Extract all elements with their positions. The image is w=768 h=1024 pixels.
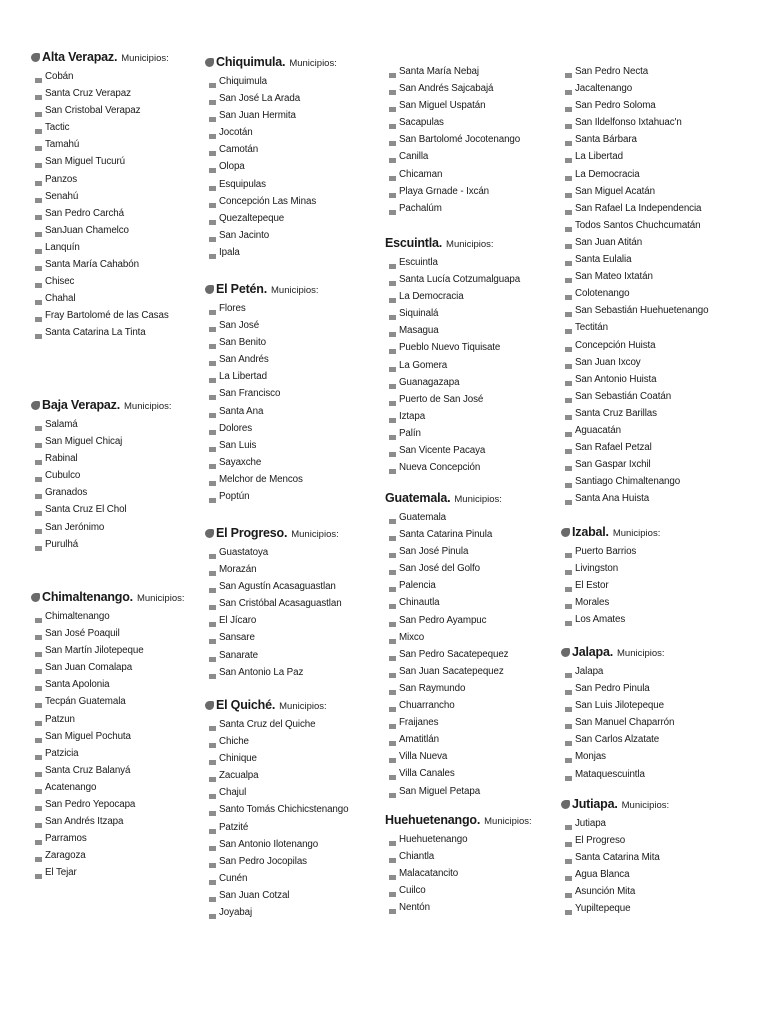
municipality-item: Concepción Las Minas: [205, 193, 337, 210]
municipios-label: Municipios:: [454, 494, 502, 505]
municipality-item: San Miguel Pochuta: [31, 728, 185, 745]
municipality-item: Esquipulas: [205, 176, 337, 193]
municipios-label: Municipios:: [621, 800, 670, 811]
municipality-item: Chiantla: [385, 848, 532, 865]
bullet-icon: [561, 800, 570, 809]
municipality-list: [561, 815, 669, 918]
department-section-chiquimula: [205, 55, 337, 261]
municipality-item: San Andrés Itzapa: [31, 813, 185, 830]
municipality-item: San Juan Atitán: [561, 234, 708, 251]
municipality-item: San Gaspar Ixchil: [561, 456, 708, 473]
municipality-item: Santa Cruz Balanyá: [31, 762, 185, 779]
municipality-item: San Rafael Petzal: [561, 439, 708, 456]
municipality-item: Patzité: [205, 819, 348, 836]
department-name: Chiquimula.: [216, 55, 286, 69]
municipality-list: [561, 663, 674, 783]
bullet-icon: [31, 401, 40, 410]
municipality-item: La Libertad: [561, 148, 708, 165]
municipality-item: Santa Cruz El Chol: [31, 501, 172, 518]
municipality-item: San Juan Ixcoy: [561, 354, 708, 371]
municipality-item: Rabinal: [31, 450, 172, 467]
municipality-item: Chajul: [205, 784, 348, 801]
department-header: [385, 236, 520, 254]
department-name: Alta Verapaz.: [42, 50, 118, 64]
department-section-el-progreso: [205, 526, 342, 681]
department-header: [385, 813, 532, 831]
municipality-item: Villa Canales: [385, 765, 508, 782]
municipios-label: Municipios:: [136, 593, 185, 604]
municipality-item: La Libertad: [205, 368, 319, 385]
municipality-item: Panzos: [31, 171, 169, 188]
municipality-item: San Sebastián Huehuetenango: [561, 302, 708, 319]
municipality-item: Nueva Concepción: [385, 459, 520, 476]
municipality-item: Santa Lucía Cotzumalguapa: [385, 271, 520, 288]
municipality-item: Amatitlán: [385, 731, 508, 748]
department-name: El Quiché.: [216, 698, 276, 712]
municipality-item: San Raymundo: [385, 680, 508, 697]
municipality-item: Sansare: [205, 629, 342, 646]
municipality-item: Santa Catarina La Tinta: [31, 324, 169, 341]
municipality-item: Salamá: [31, 416, 172, 433]
municipality-item: Santa María Cahabón: [31, 256, 169, 273]
department-header: [31, 398, 172, 416]
bullet-icon: [561, 648, 570, 657]
municipality-item: Olopa: [205, 158, 337, 175]
municipality-item: San Carlos Alzatate: [561, 731, 674, 748]
municipality-item: Sacapulas: [385, 114, 520, 131]
municipality-item: Morazán: [205, 561, 342, 578]
department-name: Baja Verapaz.: [42, 398, 121, 412]
municipality-item: Playa Grnade - Ixcán: [385, 183, 520, 200]
municipality-list: [205, 544, 342, 681]
bullet-icon: [205, 58, 214, 67]
municipality-item: Puerto de San José: [385, 391, 520, 408]
municipality-item: San Pedro Pinula: [561, 680, 674, 697]
municipality-item: Masagua: [385, 322, 520, 339]
municipios-label: Municipios:: [271, 285, 319, 296]
municipality-item: Chinique: [205, 750, 348, 767]
municipality-list: [561, 543, 660, 628]
municipality-item: San Vicente Pacaya: [385, 442, 520, 459]
municipality-item: Purulhá: [31, 536, 172, 553]
municipality-item: San Jacinto: [205, 227, 337, 244]
municipality-item: San Agustín Acasaguastlan: [205, 578, 342, 595]
bullet-icon: [31, 53, 40, 62]
municipality-item: Nentón: [385, 899, 532, 916]
municipality-item: Flores: [205, 300, 319, 317]
municipality-item: Patzicia: [31, 745, 185, 762]
department-name: Escuintla.: [385, 236, 443, 250]
municipios-label: Municipios:: [612, 528, 661, 539]
municipality-item: San José Poaquil: [31, 625, 185, 642]
municipality-item: Mixco: [385, 629, 508, 646]
municipality-item: Zaragoza: [31, 847, 185, 864]
municipality-item: Chahal: [31, 290, 169, 307]
department-section-guatemala: [385, 491, 508, 800]
municipality-item: San Juan Comalapa: [31, 659, 185, 676]
municipality-list: [31, 608, 185, 882]
department-header: [561, 525, 660, 543]
bullet-icon: [561, 528, 570, 537]
municipality-item: Tamahú: [31, 136, 169, 153]
bullet-icon: [205, 529, 214, 538]
department-section-huehuetenango: [385, 813, 532, 916]
municipality-item: El Estor: [561, 577, 660, 594]
department-section-el-quiche: [205, 698, 348, 921]
municipality-item: La Democracia: [561, 166, 708, 183]
municipality-item: San José del Golfo: [385, 560, 508, 577]
municipality-item: Santiago Chimaltenango: [561, 473, 708, 490]
municipality-item: San Pedro Necta: [561, 63, 708, 80]
municipality-item: San Juan Cotzal: [205, 887, 348, 904]
municipios-label: Municipios:: [279, 701, 327, 712]
municipality-item: Santa Catarina Mita: [561, 849, 669, 866]
municipality-item: Cuilco: [385, 882, 532, 899]
municipality-item: Iztapa: [385, 408, 520, 425]
municipios-label: Municipios:: [289, 58, 337, 69]
municipality-item: Sanarate: [205, 647, 342, 664]
municipality-item: San Pedro Carchá: [31, 205, 169, 222]
municipality-item: San Andrés: [205, 351, 319, 368]
department-header: [561, 797, 669, 815]
municipality-item: San José Pinula: [385, 543, 508, 560]
municipality-item: Santa Bárbara: [561, 131, 708, 148]
municipality-item: San Cristóbal Acasaguastlan: [205, 595, 342, 612]
municipality-item: Santa Cruz Verapaz: [31, 85, 169, 102]
department-header: [205, 282, 319, 300]
municipality-item: San Andrés Sajcabajá: [385, 80, 520, 97]
municipality-list: [385, 509, 508, 800]
municipality-list: [31, 68, 169, 342]
municipality-item: San Pedro Sacatepequez: [385, 646, 508, 663]
municipality-item: San Miguel Petapa: [385, 783, 508, 800]
municipios-label: Municipios:: [121, 53, 169, 64]
department-section-el-quiche-continued: [385, 63, 520, 217]
municipality-item: Cunén: [205, 870, 348, 887]
municipality-item: Todos Santos Chuchcumatán: [561, 217, 708, 234]
municipality-item: Santa Cruz del Quiche: [205, 716, 348, 733]
municipality-item: Asunción Mita: [561, 883, 669, 900]
municipality-item: San Mateo Ixtatán: [561, 268, 708, 285]
municipality-item: San Cristobal Verapaz: [31, 102, 169, 119]
municipality-item: Tactic: [31, 119, 169, 136]
municipality-item: Fray Bartolomé de las Casas: [31, 307, 169, 324]
municipality-item: Colotenango: [561, 285, 708, 302]
municipality-item: San Jerónimo: [31, 519, 172, 536]
municipality-item: Pueblo Nuevo Tiquisate: [385, 339, 520, 356]
municipality-item: Huehuetenango: [385, 831, 532, 848]
department-section-alta-verapaz: [31, 50, 169, 342]
municipality-item: Escuintla: [385, 254, 520, 271]
municipios-label: Municipios:: [124, 401, 172, 412]
municipality-item: Puerto Barrios: [561, 543, 660, 560]
department-name: Izabal.: [572, 525, 609, 539]
municipality-item: San José: [205, 317, 319, 334]
department-section-baja-verapaz: [31, 398, 172, 553]
municipality-item: San Manuel Chaparrón: [561, 714, 674, 731]
municipality-item: Chicaman: [385, 166, 520, 183]
department-name: Jalapa.: [572, 645, 613, 659]
municipality-item: SanJuan Chamelco: [31, 222, 169, 239]
municipality-item: Fraijanes: [385, 714, 508, 731]
municipality-item: Guastatoya: [205, 544, 342, 561]
municipality-item: Agua Blanca: [561, 866, 669, 883]
municipality-list: [385, 831, 532, 916]
municipality-item: San Miguel Acatán: [561, 183, 708, 200]
municipality-item: Concepción Huista: [561, 337, 708, 354]
department-name: El Petén.: [216, 282, 267, 296]
municipality-item: San Bartolomé Jocotenango: [385, 131, 520, 148]
department-header: [205, 526, 342, 544]
municipality-item: Santa Ana Huista: [561, 490, 708, 507]
municipality-item: Chiquimula: [205, 73, 337, 90]
department-header: [385, 491, 508, 509]
municipality-item: Joyabaj: [205, 904, 348, 921]
municipality-list: [205, 716, 348, 921]
municipality-item: San José La Arada: [205, 90, 337, 107]
municipios-label: Municipios:: [291, 529, 339, 540]
municipality-item: Chuarrancho: [385, 697, 508, 714]
municipality-item: Chiche: [205, 733, 348, 750]
municipality-item: Guatemala: [385, 509, 508, 526]
municipality-item: Senahú: [31, 188, 169, 205]
municipality-item: Tecpán Guatemala: [31, 693, 185, 710]
municipality-item: El Jícaro: [205, 612, 342, 629]
bullet-icon: [205, 701, 214, 710]
municipality-item: Chimaltenango: [31, 608, 185, 625]
department-name: Jutiapa.: [572, 797, 618, 811]
municipality-item: Jocotán: [205, 124, 337, 141]
municipality-item: San Luis Jilotepeque: [561, 697, 674, 714]
municipality-item: Yupiltepeque: [561, 900, 669, 917]
municipality-item: Santa Ana: [205, 403, 319, 420]
municipality-item: Monjas: [561, 748, 674, 765]
municipality-item: Tectitán: [561, 319, 708, 336]
municipality-item: Zacualpa: [205, 767, 348, 784]
municipality-item: Palín: [385, 425, 520, 442]
municipality-item: San Miguel Chicaj: [31, 433, 172, 450]
municipality-item: Poptún: [205, 488, 319, 505]
department-name: El Progreso.: [216, 526, 288, 540]
department-header: [205, 55, 337, 73]
municipality-item: Quezaltepeque: [205, 210, 337, 227]
municipality-item: San Sebastián Coatán: [561, 388, 708, 405]
municipality-list: [561, 63, 708, 507]
bullet-icon: [31, 593, 40, 602]
municipality-item: Ipala: [205, 244, 337, 261]
municipality-item: Sayaxche: [205, 454, 319, 471]
municipality-item: Granados: [31, 484, 172, 501]
municipality-item: Pachalúm: [385, 200, 520, 217]
municipality-item: San Pedro Jocopilas: [205, 853, 348, 870]
municipality-item: Villa Nueva: [385, 748, 508, 765]
municipality-item: Santa Catarina Pinula: [385, 526, 508, 543]
department-section-jalapa: [561, 645, 674, 783]
municipality-item: San Rafael La Independencia: [561, 200, 708, 217]
department-section-chimaltenango: [31, 590, 185, 882]
municipality-item: Camotán: [205, 141, 337, 158]
municipios-label: Municipios:: [484, 816, 532, 827]
municipality-item: San Pedro Yepocapa: [31, 796, 185, 813]
municipality-list: [385, 254, 520, 476]
municipality-item: La Gomera: [385, 357, 520, 374]
municipality-item: Santa María Nebaj: [385, 63, 520, 80]
municipality-item: La Democracia: [385, 288, 520, 305]
municipality-list: [31, 416, 172, 553]
municipality-item: Jacaltenango: [561, 80, 708, 97]
municipality-item: Aguacatán: [561, 422, 708, 439]
municipality-item: San Benito: [205, 334, 319, 351]
bullet-icon: [205, 285, 214, 294]
municipality-item: Cubulco: [31, 467, 172, 484]
department-section-escuintla: [385, 236, 520, 476]
municipality-item: Santa Cruz Barillas: [561, 405, 708, 422]
department-section-huehuetenango-continued: [561, 63, 708, 507]
municipality-item: Patzun: [31, 711, 185, 728]
municipality-item: Santa Apolonia: [31, 676, 185, 693]
department-name: Huehuetenango.: [385, 813, 481, 827]
municipios-label: Municipios:: [446, 239, 494, 250]
department-header: [31, 50, 169, 68]
municipality-item: Palencia: [385, 577, 508, 594]
municipality-item: Chinautla: [385, 594, 508, 611]
municipality-item: El Tejar: [31, 864, 185, 881]
department-section-izabal: [561, 525, 660, 628]
municipality-list: [385, 63, 520, 217]
municipality-item: Jutiapa: [561, 815, 669, 832]
department-name: Chimaltenango.: [42, 590, 133, 604]
municipality-item: San Antonio Huista: [561, 371, 708, 388]
municipality-item: San Francisco: [205, 385, 319, 402]
department-header: [205, 698, 348, 716]
municipality-item: San Pedro Ayampuc: [385, 612, 508, 629]
municipality-item: Lanquín: [31, 239, 169, 256]
municipality-item: Melchor de Mencos: [205, 471, 319, 488]
municipality-item: Parramos: [31, 830, 185, 847]
municipality-item: San Juan Hermita: [205, 107, 337, 124]
municipality-list: [205, 73, 337, 261]
municipality-item: Dolores: [205, 420, 319, 437]
municipality-item: San Pedro Soloma: [561, 97, 708, 114]
municipality-item: San Miguel Uspatán: [385, 97, 520, 114]
municipality-item: Canilla: [385, 148, 520, 165]
department-section-el-peten: [205, 282, 319, 505]
municipality-item: Cobán: [31, 68, 169, 85]
department-name: Guatemala.: [385, 491, 451, 505]
municipality-item: Acatenango: [31, 779, 185, 796]
municipality-item: El Progreso: [561, 832, 669, 849]
municipality-item: Los Amates: [561, 611, 660, 628]
municipality-item: San Luis: [205, 437, 319, 454]
department-header: [561, 645, 674, 663]
municipality-list: [205, 300, 319, 505]
municipality-item: San Miguel Tucurú: [31, 153, 169, 170]
municipality-item: San Martín Jilotepeque: [31, 642, 185, 659]
municipality-item: Malacatancito: [385, 865, 532, 882]
municipios-label: Municipios:: [617, 648, 665, 659]
municipality-item: San Antonio Ilotenango: [205, 836, 348, 853]
municipality-item: San Juan Sacatepequez: [385, 663, 508, 680]
department-section-jutiapa: [561, 797, 669, 918]
municipality-item: Siquinalá: [385, 305, 520, 322]
municipality-item: San Antonio La Paz: [205, 664, 342, 681]
municipality-item: Livingston: [561, 560, 660, 577]
municipality-item: Jalapa: [561, 663, 674, 680]
municipality-item: Guanagazapa: [385, 374, 520, 391]
municipality-item: Santo Tomás Chichicstenango: [205, 801, 348, 818]
municipality-item: Santa Eulalia: [561, 251, 708, 268]
department-header: [31, 590, 185, 608]
municipality-item: San Ildelfonso Ixtahuac'n: [561, 114, 708, 131]
municipality-item: Mataquescuintla: [561, 766, 674, 783]
municipality-item: Morales: [561, 594, 660, 611]
municipality-item: Chisec: [31, 273, 169, 290]
